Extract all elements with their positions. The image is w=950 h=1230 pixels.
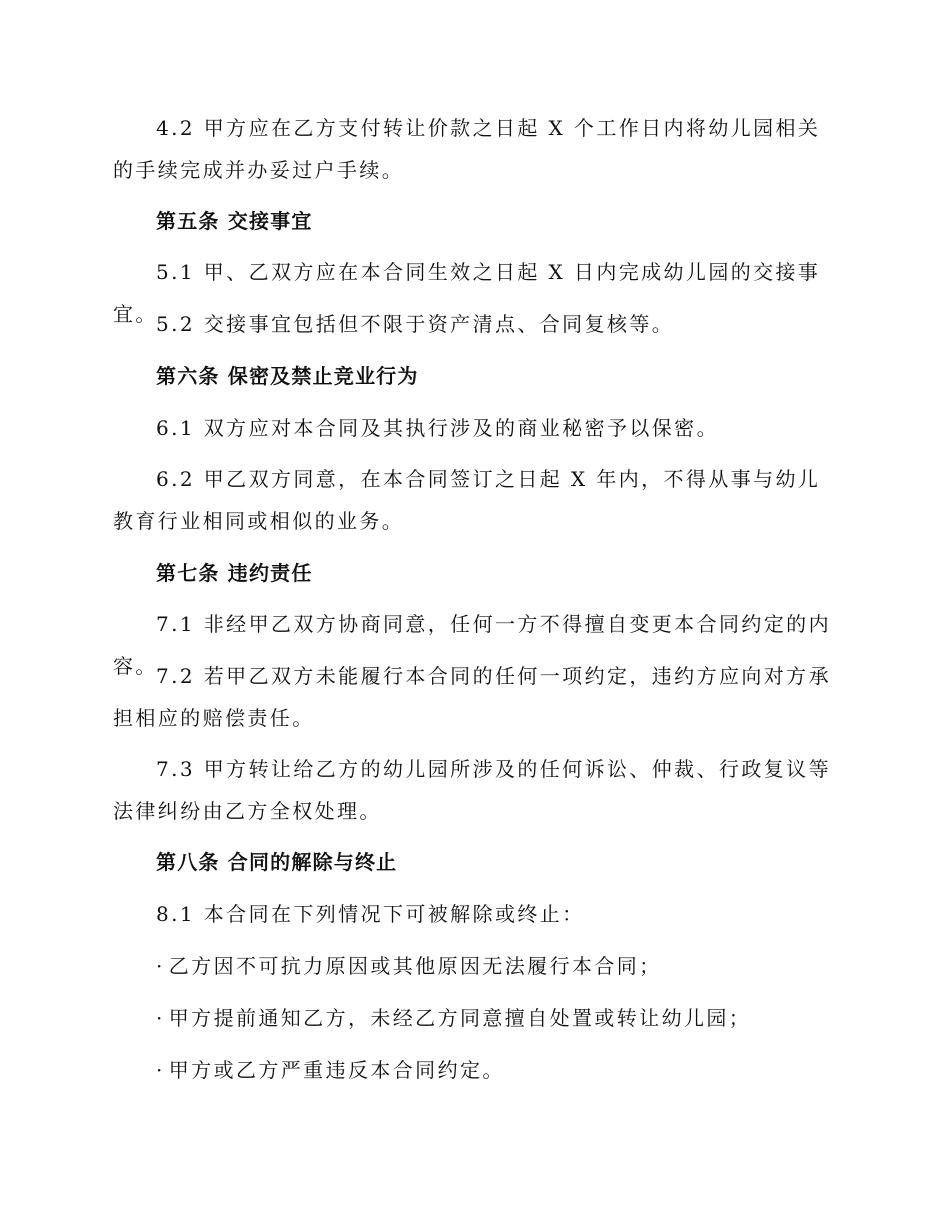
- list-item-text: 乙方因不可抗力原因或其他原因无法履行本合同；: [168, 954, 662, 978]
- bullet-dot-icon: ·: [156, 1006, 165, 1030]
- list-item-text: 甲方提前通知乙方，未经乙方同意擅自处置或转让幼儿园；: [168, 1006, 752, 1030]
- article-7-heading: 第七条 违约责任: [156, 561, 313, 585]
- list-item-text: 甲方或乙方严重违反本合同约定。: [168, 1058, 505, 1082]
- clause-4-2: 4.2 甲方应在乙方支付转让价款之日起 X 个工作日内将幼儿园相关的手续完成并办妥过户手续。: [113, 116, 821, 182]
- clause-7-2: 7.2 若甲乙双方未能履行本合同的任何一项约定，违约方应向对方承担相应的赔偿责任。: [113, 664, 831, 730]
- clause-7-3: 7.3 甲方转让给乙方的幼儿园所涉及的任何诉讼、仲裁、行政复议等法律纠纷由乙方全权处理。: [113, 757, 831, 823]
- bullet-dot-icon: ·: [156, 1058, 165, 1082]
- clause-8-1: 8.1 本合同在下列情况下可被解除或终止：: [156, 902, 585, 926]
- list-item: [156, 997, 838, 1039]
- clause-6-1: 6.1 双方应对本合同及其执行涉及的商业秘密予以保密。: [156, 416, 719, 440]
- clause-6-2: 6.2 甲乙双方同意，在本合同签订之日起 X 年内，不得从事与幼儿教育行业相同或相似的业务。: [113, 467, 821, 533]
- list-item: [156, 1049, 838, 1091]
- clause-5-1: 5.1 甲、乙双方应在本合同生效之日起 X 日内完成幼儿园的交接事宜。: [113, 260, 821, 326]
- article-5-heading: 第五条 交接事宜: [156, 209, 313, 233]
- clause-7-1: 7.1 非经甲乙双方协商同意，任何一方不得擅自变更本合同约定的内容。: [113, 612, 831, 678]
- article-8-heading: 第八条 合同的解除与终止: [156, 850, 398, 874]
- article-6-heading: 第六条 保密及禁止竞业行为: [156, 364, 419, 388]
- bullet-dot-icon: ·: [156, 954, 165, 978]
- list-item: [156, 945, 838, 987]
- clause-5-2: 5.2 交接事宜包括但不限于资产清点、合同复核等。: [156, 312, 675, 336]
